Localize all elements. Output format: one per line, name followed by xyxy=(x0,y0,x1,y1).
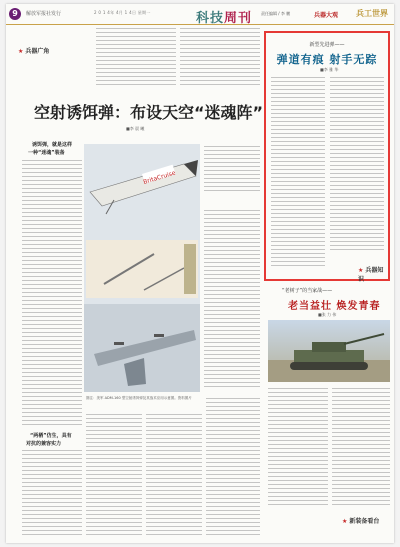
paper-name: 解放军报社发行 xyxy=(26,11,62,17)
subhead: 一种“迷魂”装备 xyxy=(28,150,65,156)
text-column xyxy=(86,414,142,538)
tank-photo xyxy=(268,320,390,382)
masthead xyxy=(196,7,252,26)
tank-illustration xyxy=(268,320,390,382)
highlighted-article xyxy=(264,31,390,281)
masthead-a: 科技 xyxy=(196,11,225,26)
article-kicker: 新型先进弹—— xyxy=(309,42,345,48)
subhead: 诱饵弹，就是这样 xyxy=(32,142,73,148)
masthead-b: 周刊 xyxy=(224,11,253,26)
article-byline: ■张 力 伟 xyxy=(318,312,337,317)
missile-brand-label: BritaCruise xyxy=(142,169,177,186)
text-column xyxy=(330,77,384,253)
text-column xyxy=(96,28,176,88)
text-column xyxy=(204,146,260,194)
page-header xyxy=(6,4,394,25)
photo-caption: 图注：美军 ADM-160 型空射诱饵弹及其战术应用示意图。资料图片 xyxy=(86,396,192,400)
text-column xyxy=(271,77,325,267)
main-headline: 空射诱饵弹：布设天空“迷魂阵” xyxy=(34,103,264,122)
section-tag-left xyxy=(18,46,49,55)
text-column xyxy=(22,450,82,538)
subhead: “两栖”仿生，具有 xyxy=(30,433,72,439)
issue-date: 2 0 1 4年 4月 1 4日 星期一 xyxy=(94,10,151,15)
section-title: 兵器大观 xyxy=(314,12,339,19)
missile-photo xyxy=(84,144,200,392)
section-tag-label: 新装备看台 xyxy=(349,518,380,525)
star-icon: ★ xyxy=(358,267,364,274)
section-tag-label: 兵器广角 xyxy=(25,48,50,55)
star-icon: ★ xyxy=(18,48,24,55)
text-column xyxy=(204,210,260,390)
star-icon: ★ xyxy=(342,518,348,525)
section-tag-bottom xyxy=(342,516,379,525)
main-byline: ■李 晨 曦 xyxy=(126,126,145,131)
text-column xyxy=(206,398,260,538)
article-headline: 弹道有痕 射手无踪 xyxy=(276,53,378,66)
subhead: 对抗的兼容实力 xyxy=(26,441,62,447)
text-column xyxy=(268,388,328,506)
text-column xyxy=(180,28,260,88)
editor-credit: 责任编辑 / 李 鹏 xyxy=(261,11,291,16)
text-column xyxy=(332,388,390,506)
text-column xyxy=(146,414,202,538)
section-tag-label: 兵器知识 xyxy=(358,267,384,283)
article-kicker: “老树子”的当家战—— xyxy=(282,288,333,294)
newspaper-page xyxy=(6,4,394,543)
section-tag-right xyxy=(358,265,388,283)
missile-illustration xyxy=(84,144,200,392)
article-byline: ■李 雅 华 xyxy=(320,67,339,72)
page-number: 9 xyxy=(9,8,21,20)
emblem-logo: 兵工世界 xyxy=(356,8,388,18)
article-headline: 老当益壮 焕发青春 xyxy=(288,301,381,312)
text-column xyxy=(22,160,82,428)
